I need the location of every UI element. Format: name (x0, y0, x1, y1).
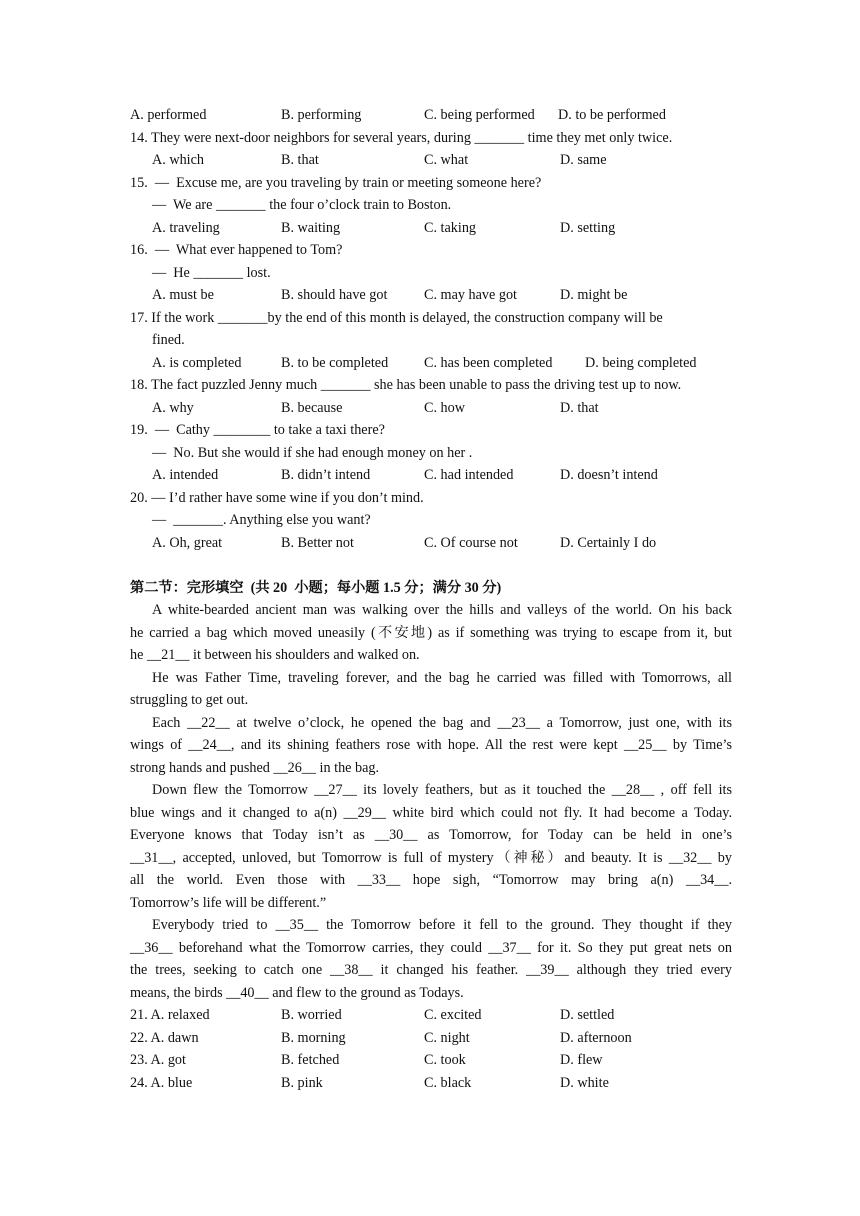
q19-option-a: A. intended (152, 467, 219, 483)
passage-line: Down flew the Tomorrow __27__ its lovely feathers, but as it touched the __28__ , off fell its (152, 782, 732, 798)
passage-line: strong hands and pushed __26__ in the bag. (130, 760, 380, 776)
q24-option-a: 24. A. blue (130, 1075, 193, 1091)
q16-option-a: A. must be (152, 287, 214, 303)
q15-option-c: C. taking (424, 220, 477, 236)
q17-option-d: D. being completed (585, 355, 697, 371)
q22-option-d: D. afternoon (560, 1030, 632, 1046)
passage-line: he carried a bag which moved uneasily (不安地) as if something was trying to escape from it, but (130, 625, 732, 641)
passage-line: __36__ beforehand what the Tomorrow carries, they could __37__ for it. So they put great nets on (130, 940, 732, 956)
q14-option-a: A. which (152, 152, 205, 168)
q16-option-b: B. should have got (281, 287, 388, 303)
q14-stem: 14. They were next-door neighbors for several years, during _______ time they met only twice. (130, 130, 673, 146)
q18-option-d: D. that (560, 400, 599, 416)
q17-option-a: A. is completed (152, 355, 242, 371)
q16-option-d: D. might be (560, 287, 628, 303)
q15-option-a: A. traveling (152, 220, 220, 236)
q19-line2: — No. But she would if she had enough money on her . (152, 445, 473, 461)
q18-stem: 18. The fact puzzled Jenny much _______ she has been unable to pass the driving test up to now. (130, 377, 682, 393)
passage-line: Everyone knows that Today isn’t as __30__ as Tomorrow, for Today can be held in one’s (130, 827, 732, 843)
q23-option-c: C. took (424, 1052, 466, 1068)
q13-option-c: C. being performed (424, 107, 535, 123)
q20-option-c: C. Of course not (424, 535, 518, 551)
q17-option-b: B. to be completed (281, 355, 389, 371)
q13-option-b: B. performing (281, 107, 362, 123)
q14-option-b: B. that (281, 152, 319, 168)
passage-line: Tomorrow’s life will be different.” (130, 895, 327, 911)
q17-option-c: C. has been completed (424, 355, 553, 371)
q21-option-b: B. worried (281, 1007, 342, 1023)
passage-line: __31__, accepted, unloved, but Tomorrow is full of mystery（神秘）and beauty. It is __32__ by (130, 850, 732, 866)
passage-line: he __21__ it between his shoulders and walked on. (130, 647, 420, 663)
q19-stem: 19. — Cathy ________ to take a taxi there? (130, 422, 385, 438)
passage-line: Each __22__ at twelve o’clock, he opened the bag and __23__ a Tomorrow, just one, with its (152, 715, 732, 731)
passage-line: the trees, seeking to catch one __38__ it changed his feather. __39__ although they tried every (130, 962, 732, 978)
q24-option-c: C. black (424, 1075, 472, 1091)
q13-option-a: A. performed (130, 107, 207, 123)
q18-option-a: A. why (152, 400, 194, 416)
q16-option-c: C. may have got (424, 287, 517, 303)
passage-line: all the world. Even those with __33__ hope sigh, “Tomorrow may bring a(n) __34__. (130, 872, 732, 888)
passage-line: wings of __24__, and its shining feathers rose with hope. All the rest were kept __25__ by Time’s (130, 737, 732, 753)
q21-option-c: C. excited (424, 1007, 482, 1023)
q14-option-c: C. what (424, 152, 469, 168)
q20-option-b: B. Better not (281, 535, 354, 551)
q15-line2: — We are _______ the four o’clock train to Boston. (152, 197, 452, 213)
q22-option-c: C. night (424, 1030, 470, 1046)
q18-option-b: B. because (281, 400, 343, 416)
q17-line2: fined. (152, 332, 185, 348)
q20-option-a: A. Oh, great (152, 535, 223, 551)
q23-option-b: B. fetched (281, 1052, 340, 1068)
q21-option-a: 21. A. relaxed (130, 1007, 210, 1023)
q16-line2: — He _______ lost. (152, 265, 271, 281)
q22-option-a: 22. A. dawn (130, 1030, 199, 1046)
passage-line: Everybody tried to __35__ the Tomorrow before it fell to the ground. They thought if they (152, 917, 732, 933)
passage-line: struggling to get out. (130, 692, 249, 708)
q20-option-d: D. Certainly I do (560, 535, 657, 551)
q14-option-d: D. same (560, 152, 607, 168)
q15-stem: 15. — Excuse me, are you traveling by train or meeting someone here? (130, 175, 542, 191)
q20-stem: 20. — I’d rather have some wine if you don’t mind. (130, 490, 424, 506)
q23-option-a: 23. A. got (130, 1052, 186, 1068)
q22-option-b: B. morning (281, 1030, 346, 1046)
section-2-title: 第二节：完形填空 (共 20 小题；每小题 1.5 分；满分 30 分) (130, 580, 502, 596)
q15-option-d: D. setting (560, 220, 616, 236)
q19-option-c: C. had intended (424, 467, 514, 483)
q15-option-b: B. waiting (281, 220, 341, 236)
passage-line: blue wings and it changed to a(n) __29__ white bird which could not fly. It had become a Today. (130, 805, 732, 821)
q18-option-c: C. how (424, 400, 465, 416)
q20-line2: — _______. Anything else you want? (152, 512, 371, 528)
q16-stem: 16. — What ever happened to Tom? (130, 242, 343, 258)
q17-stem: 17. If the work _______by the end of this month is delayed, the construction company will be (130, 310, 663, 326)
q21-option-d: D. settled (560, 1007, 615, 1023)
passage-line: He was Father Time, traveling forever, and the bag he carried was filled with Tomorrows, all (152, 670, 732, 686)
q24-option-d: D. white (560, 1075, 609, 1091)
passage-line: A white-bearded ancient man was walking over the hills and valleys of the world. On his back (152, 602, 732, 618)
q13-option-d: D. to be performed (558, 107, 666, 123)
q19-option-d: D. doesn’t intend (560, 467, 658, 483)
passage-line: means, the birds __40__ and flew to the ground as Todays. (130, 985, 464, 1001)
q23-option-d: D. flew (560, 1052, 603, 1068)
q19-option-b: B. didn’t intend (281, 467, 371, 483)
q24-option-b: B. pink (281, 1075, 323, 1091)
